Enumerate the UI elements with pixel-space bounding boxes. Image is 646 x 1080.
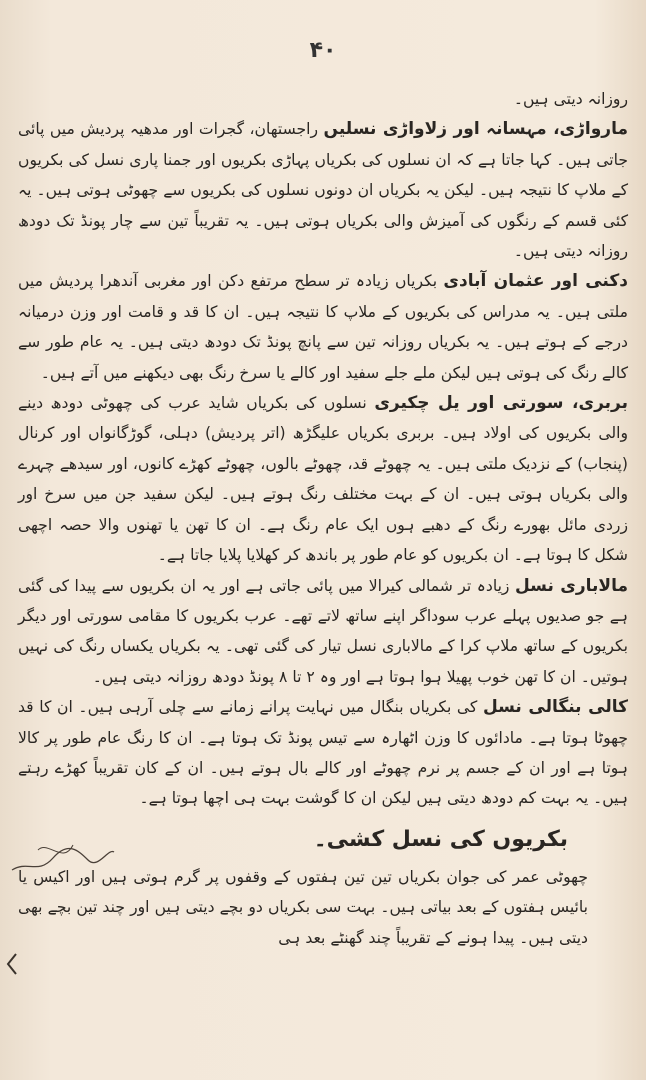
section-heading: بکریوں کی نسل کشی۔	[313, 826, 568, 852]
margin-mark	[2, 950, 24, 980]
paragraph-deccani	[18, 266, 628, 388]
paragraph-text: روزانہ دیتی ہیں۔	[513, 90, 628, 108]
breed-heading: دکنی اور عثمان آبادی	[443, 271, 628, 292]
paragraph-text: بکریاں زیادہ تر سطح مرتفع دکن اور مغربی آندھرا پردیش میں ملتی ہیں۔ یہ مدراس کی بکریوں کے ملاپ کا نتیجہ ہیں۔ ان کا قد و قامت اور وزن درمیانہ درجے کے ہوتے ہیں۔ یہ بکریاں روزانہ تین سے پانچ پونڈ تک دودھ دیتی ہیں۔ یہ عام طور سے کالے رنگ کی ہوتی ہیں لیکن ملے جلے سفید اور کالے یا سرخ رنگ بھی دیکھنے میں آتے ہیں۔	[18, 272, 628, 382]
paragraph-text: نسلوں کی بکریاں شاید عرب کی چھوٹی دودھ دینے والی بکریوں کی اولاد ہیں۔ بربری بکریاں علیگڑھ (اتر پردیش) دہلی، گوڑگانواں اور کرنال (پنجاب) کے نزدیک ملتی ہیں۔ یہ چھوٹے قد، چھوٹے بالوں، چھوٹے کھڑے کانوں، اور سیدھے چہرے والی بکریاں ہوتی ہیں۔ ان کے بہت مختلف رنگ ہوتے ہیں۔ لیکن سفید جن میں سرخ اور زردی مائل بھورے رنگ کے دھبے ہوں ایک عام رنگ ہے۔ ان کا تھن یا تھنوں والا حصہ اچھی شکل کا ہوتا ہے۔ ان بکریوں کو عام طور پر باندھ کر کھلایا پلایا جاتا ہے۔	[18, 394, 628, 565]
paragraph-barbari	[18, 388, 628, 570]
paragraph-text: راجستھان، گجرات اور مدھیہ پردیش میں پائی جاتی ہیں۔ کہا جاتا ہے کہ ان نسلوں کی بکریاں پہاڑی بکریوں اور جمنا پاری نسل کی بکریوں کے ملاپ کا نتیجہ ہیں۔ لیکن یہ بکریاں ان دونوں نسلوں کی بکریوں سے چھوٹی ہوتی ہیں۔ یہ کئی قسم کے رنگوں کی آمیزش والی بکریاں ہوتی ہیں۔ یہ تقریباً تین سے چار پونڈ تک دودھ روزانہ دیتی ہیں۔	[18, 120, 628, 261]
breed-heading: بربری، سورتی اور یل چکیری	[374, 393, 628, 414]
paragraph-malabari	[18, 571, 628, 693]
breed-heading: مارواڑی، مہسانہ اور زلاواڑی نسلیں	[323, 119, 628, 140]
paragraph-marwari	[18, 114, 628, 266]
pen-scribble-mark	[8, 830, 118, 880]
text-body	[18, 84, 628, 953]
page-number: ۴۰	[309, 38, 337, 63]
paragraph-text: کی بکریاں بنگال میں نہایت پرانے زمانے سے چلی آرہی ہیں۔ ان کا قد چھوٹا ہوتا ہے۔ مادائوں کا وزن اٹھارہ سے تیس پونڈ تک ہوتا ہے۔ ان کا رنگ عام طور پر کالا ہوتا ہے اور ان کے جسم پر نرم چھوٹے اور کالے بال ہوتے ہیں۔ ان کے کان تقریباً کھڑے رہتے ہیں۔ یہ بہت کم دودھ دیتی ہیں لیکن ان کا گوشت بہت ہی اچھا ہوتا ہے۔	[18, 698, 628, 808]
breed-heading: مالاباری نسل	[514, 575, 628, 596]
paragraph-text: زیادہ تر شمالی کیرالا میں پائی جاتی ہے اور یہ ان بکریوں سے پیدا کی گئی ہے جو صدیوں پہلے عرب سوداگر اپنے ساتھ لاتے تھے۔ عرب بکریوں کا مقامی سورتی اور دیگر بکریوں کے ساتھ ملاپ کرا کے مالاباری نسل تیار کی گئی تھی۔ یہ بکریاں یکساں رنگ کی نہیں ہوتیں۔ ان کا تھن خوب پھیلا ہوا ہوتا ہے اور وہ ۲ تا ۸ پونڈ دودھ روزانہ دیتی ہیں۔	[18, 576, 628, 686]
paragraph-text: چھوٹی عمر کی جوان بکریاں تین تین ہفتوں کے وقفوں پر گرم ہوتی ہیں اور اکیس یا بائیس ہفتوں کے بعد بیاتی ہیں۔ بہت سی بکریاں دو بچے دیتی ہیں اور چند تین بچے بھی دیتی ہیں۔ پیدا ہونے کے تقریباً چند گھنٹے بعد ہی	[18, 867, 588, 947]
breed-heading: کالی بنگالی نسل	[482, 697, 628, 718]
paragraph-bengal	[18, 692, 628, 814]
paragraph-intro	[18, 84, 628, 114]
